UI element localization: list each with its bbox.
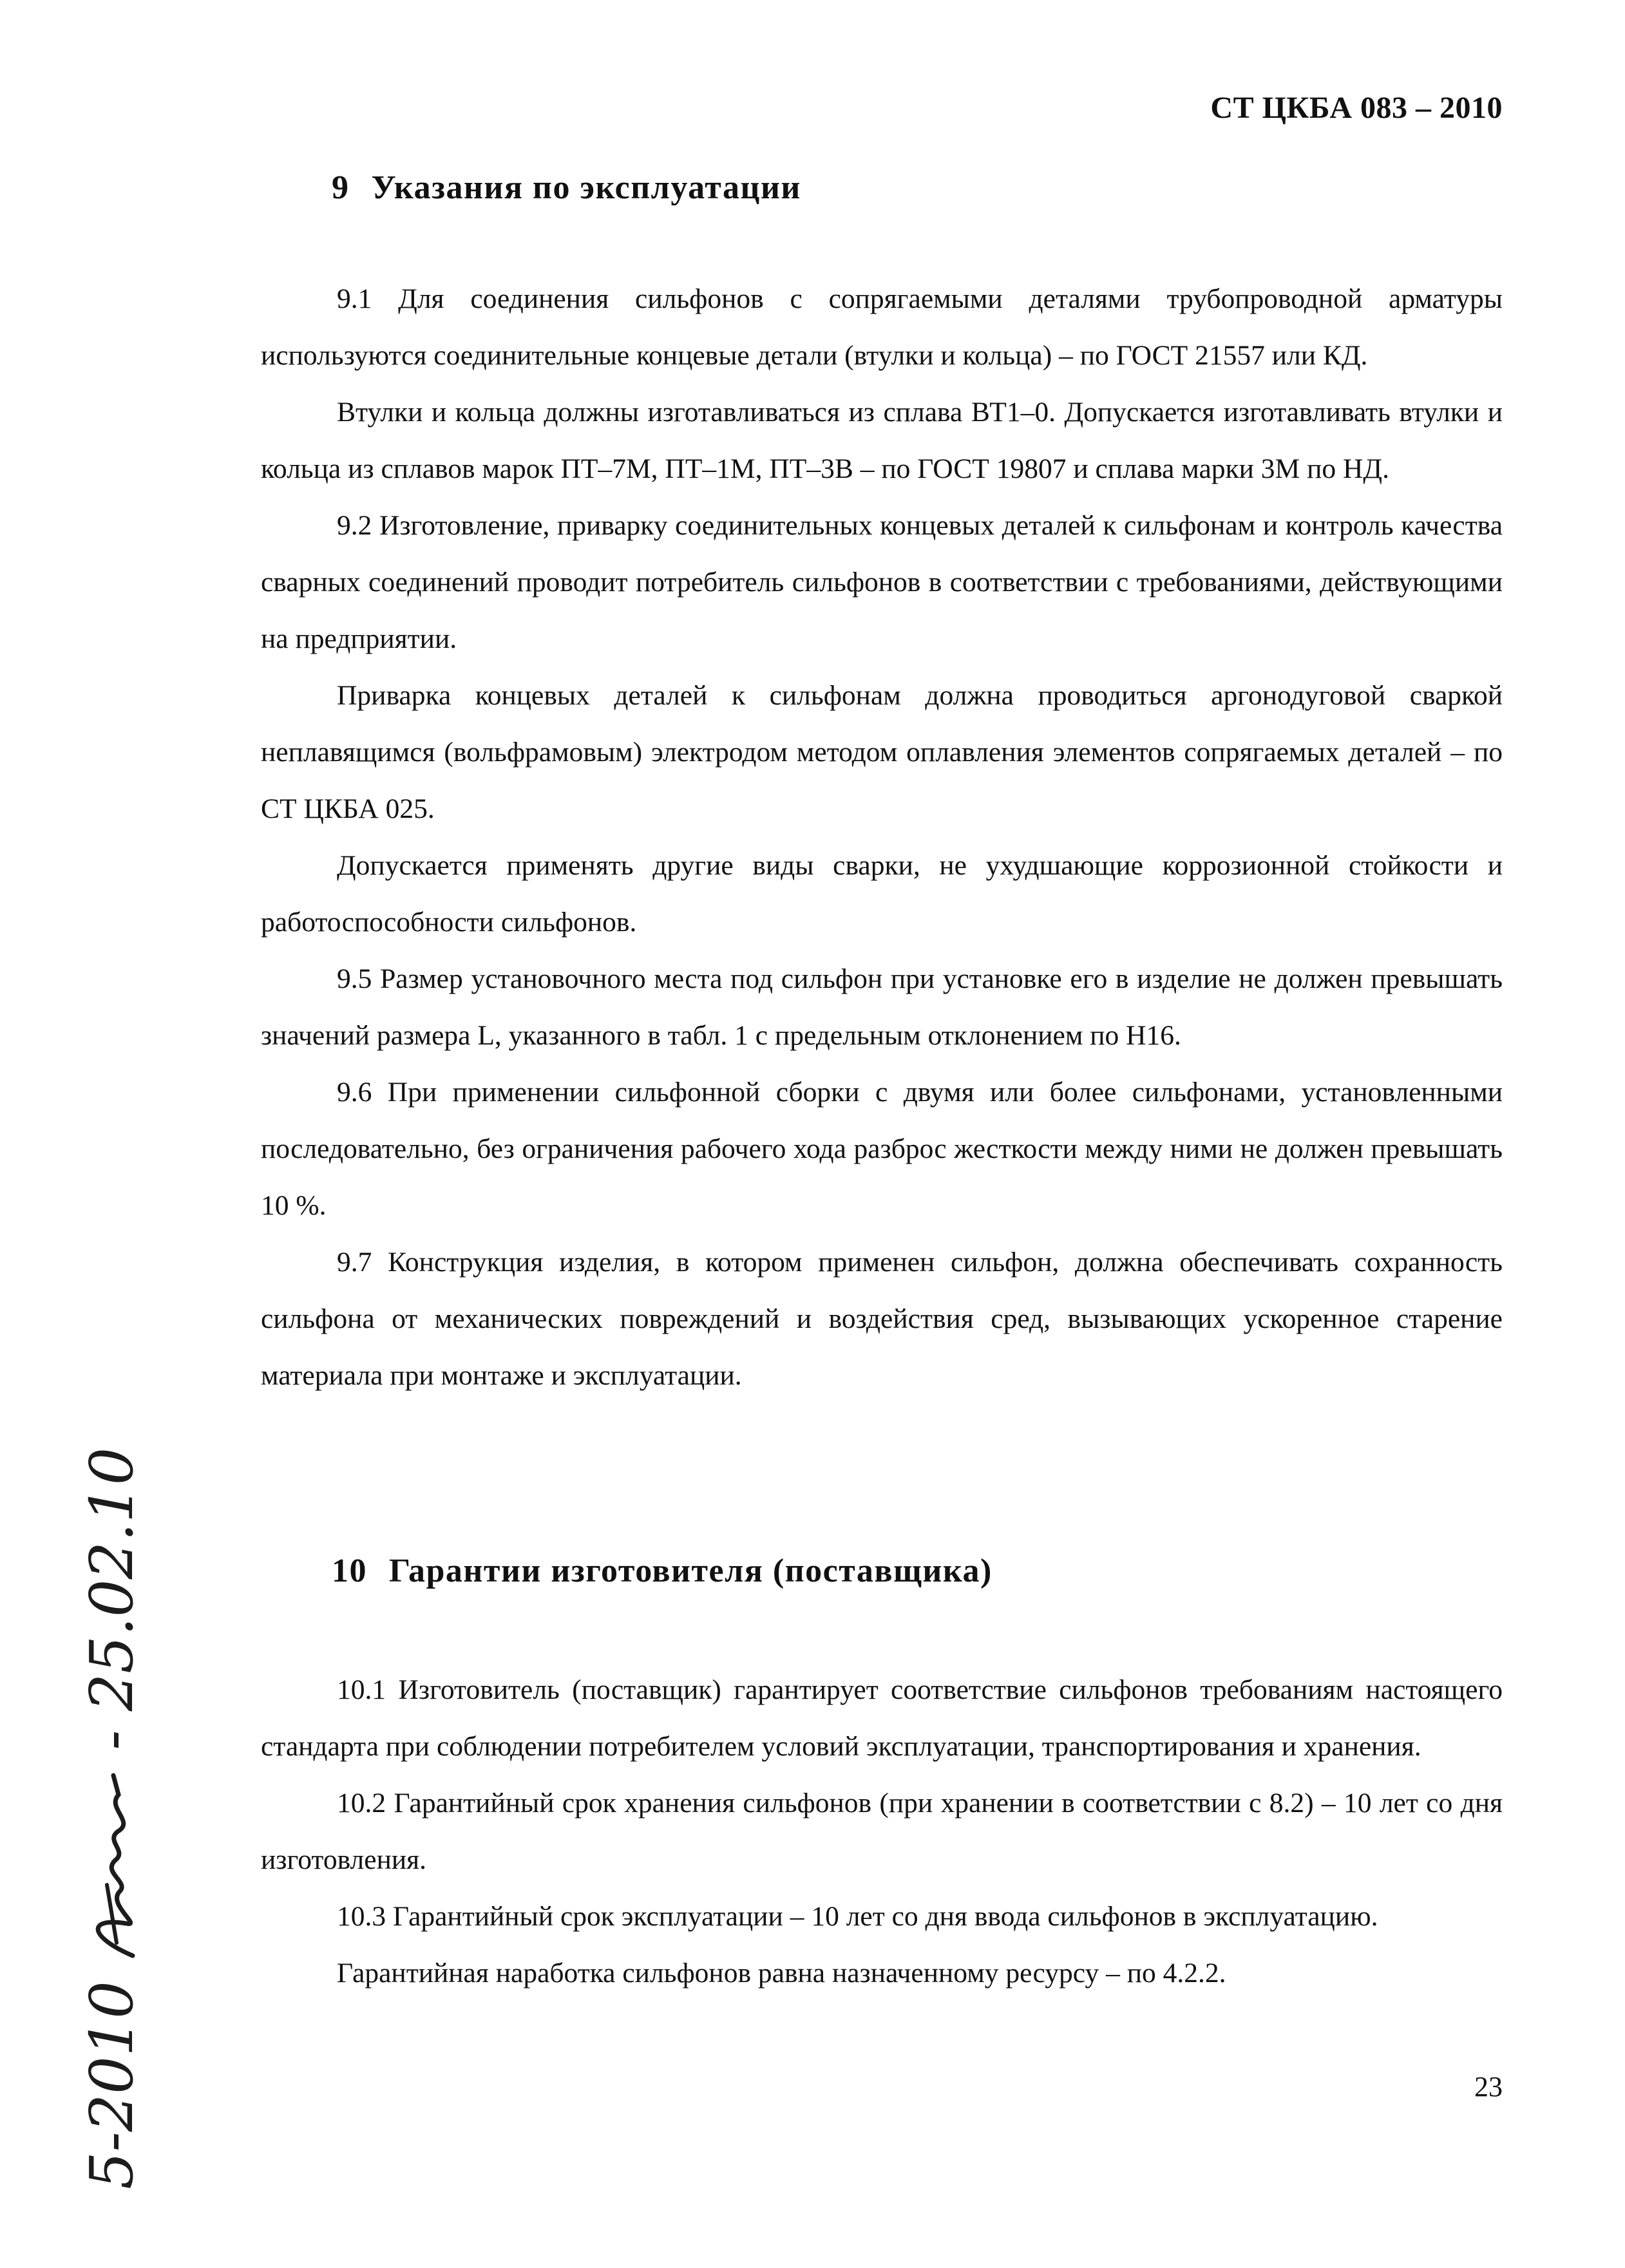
paragraph-10-3-b: Гарантийная наработка сильфонов равна назначенному ресурсу – по 4.2.2. [337,1958,1226,1989]
margin-note-right: 25.02.10 [77,1447,146,1712]
handwritten-margin-note: 5-2010 - 25.02.10 [77,1448,152,2189]
paragraph-9-2: 9.2 Изготовление, приварку соединительных концевых деталей к сильфонам и контроль качества сварных соединений проводит потребитель сильфонов в соответствии с требованиями, действующими на предприятии. [261,510,1503,654]
signature-icon [81,1769,152,1962]
paragraph-10-3: 10.3 Гарантийный срок эксплуатации – 10 лет со дня ввода сильфонов в эксплуатацию. [337,1901,1378,1932]
section-10-number: 10 [332,1553,367,1589]
paragraph-10-2: 10.2 Гарантийный срок хранения сильфонов (при хранении в соответствии с 8.2) – 10 лет со дня изготовления. [261,1788,1503,1875]
section-10-heading [332,1552,993,1590]
paragraph-10-1: 10.1 Изготовитель (поставщик) гарантирует соответствие сильфонов требованиям настоящего стандарта при соблюдении потребителем условий эксплуатации, транспортирования и хранения. [261,1674,1503,1762]
section-9-number: 9 [332,169,350,206]
section-9-body [261,270,1503,1404]
paragraph-9-7: 9.7 Конструкция изделия, в котором применен сильфон, должна обеспечивать сохранность сильфона от механических повреждений и воздействия сред, вызывающих ускоренное старение материала при монтаже и эксплуатации. [261,1247,1503,1391]
paragraph-9-6: 9.6 При применении сильфонной сборки с двумя или более сильфонами, установленными последовательно, без ограничения рабочего хода разброс жесткости между ними не должен превышать 10 %. [261,1077,1503,1221]
section-9-heading [332,169,801,207]
page-number: 23 [1474,2071,1503,2103]
paragraph-9-5: 9.5 Размер установочного места под сильфон при установке его в изделие не должен превышать значений размера L, указанного в табл. 1 с предельным отклонением по Н16. [261,963,1503,1051]
section-10-title: Гарантии изготовителя (поставщика) [389,1553,993,1589]
section-10-body [261,1661,1503,2001]
paragraph-9-1: 9.1 Для соединения сильфонов с сопрягаемыми деталями трубопроводной арматуры используются соединительные концевые детали (втулки и кольца) – по ГОСТ 21557 или КД. [261,283,1503,371]
paragraph-9-2-b: Приварка концевых деталей к сильфонам должна проводиться аргонодуговой сваркой неплавящимся (вольфрамовым) электродом методом оплавления элементов сопрягаемых деталей – по СТ ЦКБА 025. [261,680,1503,824]
margin-note-left: 5-2010 [77,1981,146,2189]
paragraph-9-1-b: Втулки и кольца должны изготавливаться из сплава ВТ1–0. Допускается изготавливать втулки и кольца из сплавов марок ПТ–7М, ПТ–1М, ПТ–3В – по ГОСТ 19807 и сплава марки 3М по НД. [261,397,1503,484]
paragraph-9-2-c: Допускается применять другие виды сварки, не ухудшающие коррозионной стойкости и работоспособности сильфонов. [261,850,1503,938]
document-code: СТ ЦКБА 083 – 2010 [1210,91,1503,125]
section-9-title: Указания по эксплуатации [371,169,801,206]
